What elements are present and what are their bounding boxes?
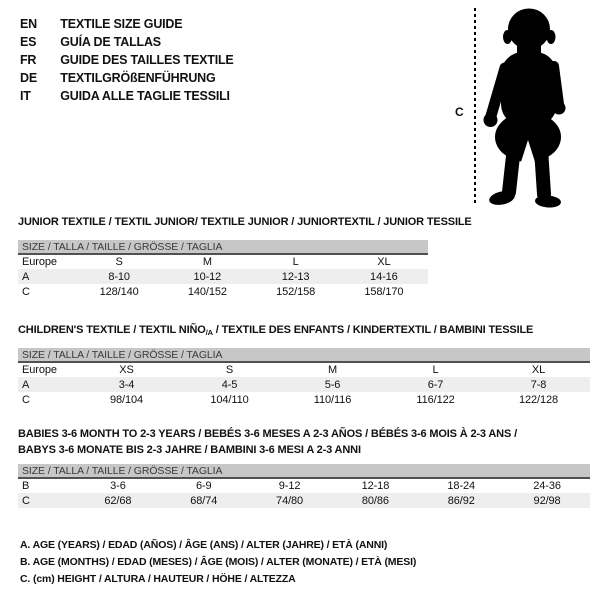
height-measure-label: C xyxy=(455,105,464,119)
language-title: GUIDE DES TAILLES TEXTILE xyxy=(60,53,234,67)
age-cell: 3-4 xyxy=(75,377,178,392)
footnote-c: C. (cm) HEIGHT / ALTURA / HAUTEUR / HÖHE / ALTEZZA xyxy=(20,573,296,585)
size-bar-row xyxy=(18,464,590,478)
age-cell: 8-10 xyxy=(75,269,163,284)
table-row xyxy=(18,377,590,392)
size-bar-label: SIZE / TALLA / TAILLE / GRÖSSE / TAGLIA xyxy=(18,464,590,478)
size-cell: S xyxy=(115,256,123,268)
age-cell: 12-13 xyxy=(252,269,340,284)
language-title: TEXTILE SIZE GUIDE xyxy=(60,17,183,31)
size-cell: S xyxy=(225,364,234,376)
language-code: IT xyxy=(20,89,31,103)
children-section-heading xyxy=(18,324,533,339)
height-dashed-line xyxy=(474,8,476,206)
age-cell: 18-24 xyxy=(447,480,476,492)
table-row xyxy=(18,392,590,407)
height-cell: 140/152 xyxy=(187,285,227,298)
age-cell: 7-8 xyxy=(487,377,590,392)
footnote-legend xyxy=(20,537,416,588)
size-cell: XS xyxy=(119,364,134,376)
height-cell: 68/74 xyxy=(161,493,247,508)
language-code: DE xyxy=(20,71,37,85)
size-cell: XL xyxy=(377,256,391,268)
height-cell: 86/92 xyxy=(418,493,504,508)
size-cell: XL xyxy=(531,364,546,376)
language-row xyxy=(20,15,234,33)
junior-size-table xyxy=(18,240,428,299)
row-label: A xyxy=(18,377,75,392)
language-row xyxy=(20,87,234,105)
height-cell: 128/140 xyxy=(99,285,139,298)
height-cell: 62/68 xyxy=(75,493,161,508)
age-cell: 5-6 xyxy=(281,377,384,392)
table-row xyxy=(18,254,428,269)
age-cell: 10-12 xyxy=(163,269,251,284)
footnote-a: A. AGE (YEARS) / EDAD (AÑOS) / ÂGE (ANS) / ALTER (JAHRE) / ETÀ (ANNI) xyxy=(20,539,388,551)
babies-section-heading xyxy=(18,426,517,458)
row-label: B xyxy=(22,480,30,492)
language-title-list xyxy=(20,15,234,105)
height-cell: 116/122 xyxy=(416,393,455,406)
size-cell: M xyxy=(202,256,212,268)
table-row xyxy=(18,493,590,508)
babies-heading-line2: BABYS 3-6 MONATE BIS 2-3 JAHRE / BAMBINI 3-6 MESI A 2-3 ANNI xyxy=(18,444,361,456)
baby-silhouette-icon xyxy=(481,4,581,210)
age-cell: 4-5 xyxy=(178,377,281,392)
size-cell: L xyxy=(432,364,439,376)
height-cell: 122/128 xyxy=(518,393,559,406)
row-label: Europe xyxy=(22,364,57,376)
language-row xyxy=(20,33,234,51)
row-label: A xyxy=(18,269,75,284)
junior-section-heading: JUNIOR TEXTILE / TEXTIL JUNIOR/ TEXTILE JUNIOR / JUNIORTEXTIL / JUNIOR TESSILE xyxy=(18,216,472,228)
age-cell: 6-9 xyxy=(195,480,212,492)
age-cell: 12-18 xyxy=(361,480,390,492)
height-cell: 92/98 xyxy=(504,493,590,508)
height-cell: 158/170 xyxy=(364,285,404,298)
table-row xyxy=(18,362,590,377)
babies-heading-line1: BABIES 3-6 MONTH TO 2-3 YEARS / BEBÉS 3-6 MESES A 2-3 AÑOS / BÉBÉS 3-6 MOIS À 2-3 ANS / xyxy=(18,428,517,440)
row-label: C xyxy=(22,393,30,406)
height-cell: 74/80 xyxy=(247,493,333,508)
language-code: FR xyxy=(20,53,37,67)
language-title: TEXTILGRÖßENFÜHRUNG xyxy=(60,71,216,85)
table-row xyxy=(18,478,590,493)
language-row xyxy=(20,69,234,87)
footnote-b: B. AGE (MONTHS) / EDAD (MESES) / ÂGE (MOIS) / ALTER (MONATE) / ETÀ (MESI) xyxy=(20,556,417,568)
children-heading-subscript: /A xyxy=(205,328,213,337)
size-bar-label: SIZE / TALLA / TAILLE / GRÖSSE / TAGLIA xyxy=(18,348,590,362)
table-row xyxy=(18,269,428,284)
row-label: C xyxy=(22,285,30,298)
row-label: C xyxy=(18,493,75,508)
height-cell: 104/110 xyxy=(210,393,249,406)
language-title: GUIDA ALLE TAGLIE TESSILI xyxy=(60,89,230,103)
language-row xyxy=(20,51,234,69)
children-heading-text: CHILDREN'S TEXTILE / TEXTIL NIÑO xyxy=(18,324,206,336)
size-cell: L xyxy=(292,256,299,268)
height-cell: 98/104 xyxy=(109,393,144,406)
age-cell: 9-12 xyxy=(278,480,301,492)
height-cell: 110/116 xyxy=(313,393,352,406)
language-title: GUÍA DE TALLAS xyxy=(60,35,161,49)
language-code: ES xyxy=(20,35,37,49)
row-label: Europe xyxy=(22,256,57,268)
babies-size-table xyxy=(18,464,590,508)
size-bar-label: SIZE / TALLA / TAILLE / GRÖSSE / TAGLIA xyxy=(18,240,428,254)
size-bar-row xyxy=(18,240,428,254)
children-heading-text: / TEXTILE DES ENFANTS / KINDERTEXTIL / BAMBINI TESSILE xyxy=(212,324,534,336)
age-cell: 14-16 xyxy=(340,269,428,284)
height-cell: 152/158 xyxy=(276,285,316,298)
language-code: EN xyxy=(20,17,37,31)
table-row xyxy=(18,284,428,299)
children-size-table xyxy=(18,348,590,407)
size-cell: M xyxy=(327,364,338,376)
age-cell: 6-7 xyxy=(384,377,487,392)
age-cell: 3-6 xyxy=(110,480,126,492)
age-cell: 24-36 xyxy=(533,480,561,492)
height-cell: 80/86 xyxy=(332,493,418,508)
size-bar-row xyxy=(18,348,590,362)
